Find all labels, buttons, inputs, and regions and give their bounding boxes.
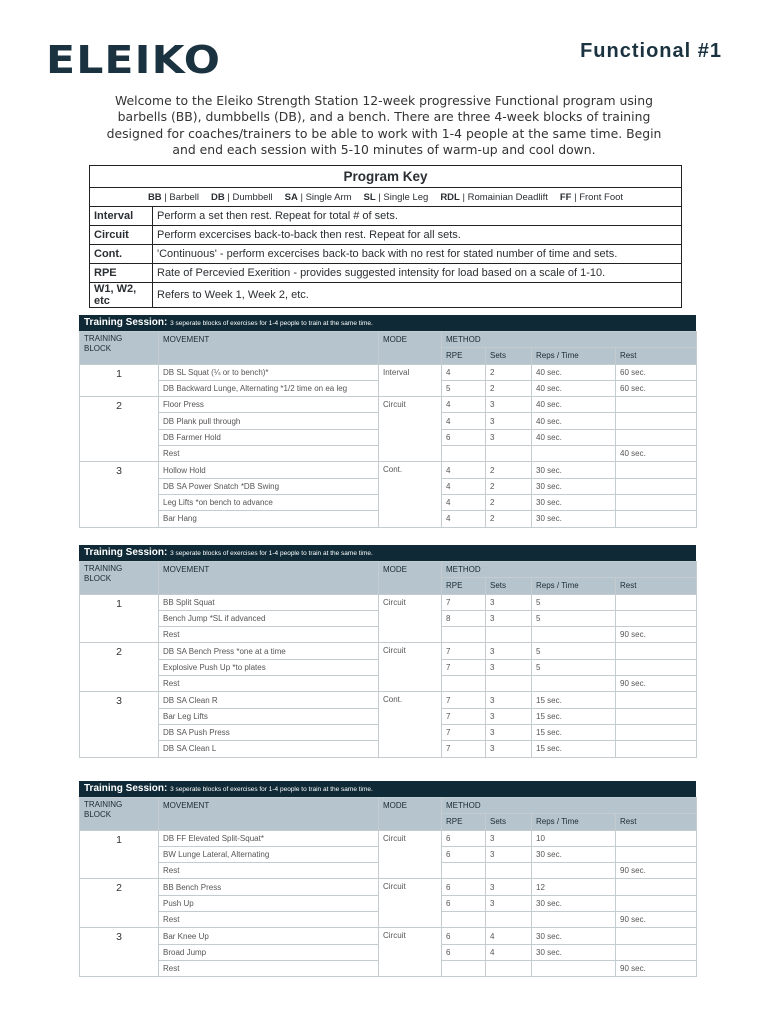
header-reps-time: Reps / Time (532, 814, 616, 830)
rpe-cell: 4 (442, 478, 486, 494)
rpe-cell: 6 (442, 879, 486, 895)
eleiko-logo: ELEIKO (46, 38, 222, 82)
header-movement: MOVEMENT (159, 798, 379, 831)
key-term-row (90, 283, 682, 308)
movement-cell: DB Backward Lunge, Alternating *1/2 time on ea leg (159, 380, 379, 396)
rpe-cell: 4 (442, 511, 486, 527)
sets-cell: 3 (486, 895, 532, 911)
sets-cell: 3 (486, 594, 532, 610)
rpe-cell: 7 (442, 594, 486, 610)
sets-cell: 3 (486, 429, 532, 445)
abbreviation-item (364, 192, 429, 203)
mode-cell: Cont. (379, 692, 442, 757)
sets-cell: 3 (486, 413, 532, 429)
movement-cell: Rest (159, 676, 379, 692)
reps-time-cell: 30 sec. (532, 928, 616, 944)
movement-cell: DB SA Power Snatch *DB Swing (159, 478, 379, 494)
mode-cell: Circuit (379, 594, 442, 643)
abbreviation-separator: | (161, 191, 170, 203)
abbreviation-item (211, 192, 273, 203)
reps-time-cell: 12 (532, 879, 616, 895)
sets-cell (486, 676, 532, 692)
reps-time-cell (532, 627, 616, 643)
abbreviation-item (560, 192, 623, 203)
key-term: Circuit (90, 226, 153, 245)
rpe-cell: 6 (442, 830, 486, 846)
abbreviation-item (148, 192, 199, 203)
header-rest: Rest (616, 348, 697, 364)
abbreviation-code: BB (147, 191, 162, 203)
rpe-cell: 7 (442, 708, 486, 724)
key-definition: Refers to Week 1, Week 2, etc. (153, 283, 682, 308)
sets-cell: 2 (486, 364, 532, 380)
rest-cell (616, 494, 697, 510)
abbreviation-separator: | (459, 191, 468, 203)
key-term: Interval (90, 207, 153, 226)
movement-cell: Rest (159, 960, 379, 976)
session-title: Training Session: (84, 783, 168, 794)
rpe-cell: 7 (442, 724, 486, 740)
movement-cell: Hollow Hold (159, 462, 379, 478)
rest-cell (616, 511, 697, 527)
rpe-cell (442, 960, 486, 976)
document-title: Functional #1 (580, 40, 722, 62)
abbreviation-item (440, 192, 548, 203)
rpe-cell: 7 (442, 741, 486, 757)
movement-cell: Leg Lifts *on bench to advance (159, 494, 379, 510)
rest-cell (616, 594, 697, 610)
sets-cell (486, 912, 532, 928)
abbreviation-separator: | (571, 191, 580, 203)
reps-time-cell (532, 446, 616, 462)
movement-cell: Rest (159, 446, 379, 462)
session-column-headers (80, 798, 697, 814)
movement-cell: BW Lunge Lateral, Alternating (159, 846, 379, 862)
movement-cell: Bar Knee Up (159, 928, 379, 944)
rpe-cell (442, 676, 486, 692)
rpe-cell: 6 (442, 895, 486, 911)
rest-cell: 90 sec. (616, 912, 697, 928)
training-block-number: 1 (80, 594, 159, 643)
abbreviation-separator: | (297, 191, 306, 203)
movement-cell: DB SA Bench Press *one at a time (159, 643, 379, 659)
key-definition: Rate of Percevied Exerition - provides suggested intensity for load based on a scale of 1-10. (153, 264, 682, 283)
rpe-cell: 4 (442, 494, 486, 510)
header-training-block-line: BLOCK (84, 810, 112, 819)
reps-time-cell: 40 sec. (532, 429, 616, 445)
rest-cell (616, 846, 697, 862)
reps-time-cell: 30 sec. (532, 478, 616, 494)
header-rpe: RPE (442, 814, 486, 830)
reps-time-cell: 40 sec. (532, 364, 616, 380)
rest-cell (616, 830, 697, 846)
rest-cell: 60 sec. (616, 380, 697, 396)
header-sets: Sets (486, 578, 532, 594)
movement-cell: BB Bench Press (159, 879, 379, 895)
session-column-headers (80, 332, 697, 348)
program-key-table (89, 165, 682, 308)
reps-time-cell (532, 960, 616, 976)
session-header (79, 781, 696, 797)
movement-cell: Broad Jump (159, 944, 379, 960)
header-rpe: RPE (442, 578, 486, 594)
header-movement: MOVEMENT (159, 332, 379, 365)
sets-cell: 4 (486, 944, 532, 960)
training-block-number: 3 (80, 928, 159, 977)
program-key-title: Program Key (90, 166, 682, 188)
reps-time-cell: 5 (532, 659, 616, 675)
key-term-row (90, 226, 682, 245)
reps-time-cell: 30 sec. (532, 944, 616, 960)
movement-cell: Floor Press (159, 397, 379, 413)
key-term: W1, W2, etc (90, 283, 153, 308)
rest-cell: 60 sec. (616, 364, 697, 380)
mode-cell: Cont. (379, 462, 442, 527)
header-training-block-line: TRAINING (84, 800, 123, 809)
mode-cell: Circuit (379, 397, 442, 462)
rest-cell (616, 724, 697, 740)
abbreviation-separator: | (375, 191, 384, 203)
exercise-row (80, 692, 697, 708)
rpe-cell (442, 863, 486, 879)
session-header (79, 315, 696, 331)
rpe-cell (442, 446, 486, 462)
session-subtitle: 3 seperate blocks of exercises for 1-4 people to train at the same time. (170, 320, 373, 327)
training-block-number: 1 (80, 364, 159, 397)
header-reps-time: Reps / Time (532, 348, 616, 364)
session-title: Training Session: (84, 317, 168, 328)
movement-cell: Rest (159, 912, 379, 928)
reps-time-cell: 30 sec. (532, 895, 616, 911)
training-block-number: 1 (80, 830, 159, 879)
session-column-headers (80, 562, 697, 578)
abbreviation-meaning: Dumbbell (232, 191, 273, 203)
abbreviation-legend (90, 188, 682, 207)
sets-cell: 3 (486, 610, 532, 626)
rest-cell (616, 462, 697, 478)
abbreviation-meaning: Front Foot (579, 191, 624, 203)
movement-cell: DB SA Clean R (159, 692, 379, 708)
exercise-row (80, 830, 697, 846)
training-session-2 (79, 545, 696, 758)
training-block-number: 2 (80, 397, 159, 462)
rest-cell (616, 895, 697, 911)
header-training-block-line: BLOCK (84, 574, 112, 583)
header-method: METHOD (442, 798, 697, 814)
rest-cell (616, 429, 697, 445)
reps-time-cell: 40 sec. (532, 380, 616, 396)
abbreviation-code: RDL (440, 191, 460, 203)
movement-cell: Push Up (159, 895, 379, 911)
abbreviation-item (285, 192, 352, 203)
rpe-cell: 4 (442, 397, 486, 413)
movement-cell: DB Farmer Hold (159, 429, 379, 445)
sets-cell (486, 960, 532, 976)
session-header (79, 545, 696, 561)
reps-time-cell: 15 sec. (532, 741, 616, 757)
movement-cell: BB Split Squat (159, 594, 379, 610)
training-block-number: 3 (80, 462, 159, 527)
reps-time-cell: 15 sec. (532, 692, 616, 708)
exercise-row (80, 643, 697, 659)
movement-cell: Bar Leg Lifts (159, 708, 379, 724)
sets-cell: 3 (486, 708, 532, 724)
movement-cell: DB FF Elevated Split-Squat* (159, 830, 379, 846)
key-term-row (90, 207, 682, 226)
rpe-cell: 6 (442, 846, 486, 862)
header-training-block-line: BLOCK (84, 344, 112, 353)
header-mode: MODE (379, 562, 442, 595)
session-table (79, 561, 697, 758)
movement-cell: Bar Hang (159, 511, 379, 527)
movement-cell: DB SA Clean L (159, 741, 379, 757)
session-subtitle: 3 seperate blocks of exercises for 1-4 people to train at the same time. (170, 786, 373, 793)
session-title: Training Session: (84, 547, 168, 558)
mode-cell: Circuit (379, 879, 442, 928)
header-reps-time: Reps / Time (532, 578, 616, 594)
training-block-number: 2 (80, 643, 159, 692)
reps-time-cell: 40 sec. (532, 413, 616, 429)
rest-cell (616, 610, 697, 626)
mode-cell: Circuit (379, 830, 442, 879)
exercise-row (80, 928, 697, 944)
movement-cell: DB SL Squat (¼ or to bench)* (159, 364, 379, 380)
sets-cell: 3 (486, 643, 532, 659)
sets-cell: 4 (486, 928, 532, 944)
movement-cell: Bench Jump *SL if advanced (159, 610, 379, 626)
header-method: METHOD (442, 332, 697, 348)
training-block-number: 2 (80, 879, 159, 928)
sets-cell: 2 (486, 511, 532, 527)
rest-cell (616, 397, 697, 413)
rpe-cell: 6 (442, 928, 486, 944)
abbreviation-meaning: Single Leg (383, 191, 429, 203)
rest-cell: 90 sec. (616, 676, 697, 692)
rest-cell (616, 928, 697, 944)
training-block-number: 3 (80, 692, 159, 757)
abbreviation-meaning: Barbell (169, 191, 199, 203)
rpe-cell: 6 (442, 429, 486, 445)
session-table (79, 797, 697, 977)
header-mode: MODE (379, 798, 442, 831)
rest-cell (616, 692, 697, 708)
sets-cell (486, 863, 532, 879)
rpe-cell: 8 (442, 610, 486, 626)
abbreviation-meaning: Romainian Deadlift (467, 191, 548, 203)
sets-cell: 2 (486, 478, 532, 494)
sets-cell (486, 627, 532, 643)
abbreviation-code: SL (363, 191, 376, 203)
header-sets: Sets (486, 814, 532, 830)
exercise-row (80, 462, 697, 478)
mode-cell: Circuit (379, 928, 442, 977)
header-training-block (80, 798, 159, 831)
sets-cell (486, 446, 532, 462)
key-term-row (90, 245, 682, 264)
reps-time-cell: 30 sec. (532, 511, 616, 527)
sets-cell: 2 (486, 494, 532, 510)
key-term-row (90, 264, 682, 283)
rest-cell: 90 sec. (616, 863, 697, 879)
header-training-block (80, 332, 159, 365)
rpe-cell: 6 (442, 944, 486, 960)
header-training-block (80, 562, 159, 595)
rpe-cell: 4 (442, 462, 486, 478)
sets-cell: 3 (486, 830, 532, 846)
training-session-3 (79, 781, 696, 977)
header-movement: MOVEMENT (159, 562, 379, 595)
sets-cell: 3 (486, 741, 532, 757)
exercise-row (80, 594, 697, 610)
header-method: METHOD (442, 562, 697, 578)
rest-cell: 40 sec. (616, 446, 697, 462)
rest-cell (616, 741, 697, 757)
rest-cell (616, 944, 697, 960)
key-definition: Perform a set then rest. Repeat for total # of sets. (153, 207, 682, 226)
reps-time-cell: 10 (532, 830, 616, 846)
rpe-cell: 7 (442, 643, 486, 659)
abbreviation-code: SA (284, 191, 298, 203)
abbreviation-separator: | (224, 191, 233, 203)
rpe-cell: 4 (442, 364, 486, 380)
reps-time-cell: 30 sec. (532, 846, 616, 862)
reps-time-cell: 5 (532, 594, 616, 610)
exercise-row (80, 397, 697, 413)
intro-paragraph: Welcome to the Eleiko Strength Station 12-week progressive Functional program using barbells (BB), dumbbells (DB), and a bench. There are three 4-week blocks of training designed for coaches/trainers to be able to work with 1-4 people at the same time. Begin and end each session with 5-10 minutes of warm-up and cool down. (106, 93, 662, 157)
rest-cell (616, 643, 697, 659)
rpe-cell (442, 912, 486, 928)
movement-cell: DB SA Push Press (159, 724, 379, 740)
sets-cell: 3 (486, 692, 532, 708)
sets-cell: 2 (486, 380, 532, 396)
movement-cell: Rest (159, 863, 379, 879)
rest-cell: 90 sec. (616, 960, 697, 976)
sets-cell: 3 (486, 724, 532, 740)
training-session-1 (79, 315, 696, 528)
abbreviation-code: FF (559, 191, 572, 203)
mode-cell: Interval (379, 364, 442, 397)
rpe-cell: 7 (442, 659, 486, 675)
rest-cell (616, 413, 697, 429)
rest-cell (616, 708, 697, 724)
header-training-block-line: TRAINING (84, 564, 123, 573)
abbreviation-meaning: Single Arm (305, 191, 352, 203)
sets-cell: 3 (486, 659, 532, 675)
sets-cell: 3 (486, 397, 532, 413)
mode-cell: Circuit (379, 643, 442, 692)
sets-cell: 2 (486, 462, 532, 478)
rpe-cell: 5 (442, 380, 486, 396)
reps-time-cell: 30 sec. (532, 494, 616, 510)
exercise-row (80, 879, 697, 895)
movement-cell: Explosive Push Up *to plates (159, 659, 379, 675)
key-definition: Perform excercises back-to-back then rest. Repeat for all sets. (153, 226, 682, 245)
sets-cell: 3 (486, 846, 532, 862)
sets-cell: 3 (486, 879, 532, 895)
header-rest: Rest (616, 814, 697, 830)
rest-cell (616, 659, 697, 675)
movement-cell: Rest (159, 627, 379, 643)
key-definition: 'Continuous' - perform excercises back-to back with no rest for stated number of time and sets. (153, 245, 682, 264)
reps-time-cell: 15 sec. (532, 708, 616, 724)
abbreviation-code: DB (211, 191, 225, 203)
reps-time-cell (532, 676, 616, 692)
header-rest: Rest (616, 578, 697, 594)
session-subtitle: 3 seperate blocks of exercises for 1-4 people to train at the same time. (170, 550, 373, 557)
rest-cell (616, 879, 697, 895)
reps-time-cell (532, 912, 616, 928)
rest-cell: 90 sec. (616, 627, 697, 643)
movement-cell: DB Plank pull through (159, 413, 379, 429)
header-rpe: RPE (442, 348, 486, 364)
rest-cell (616, 478, 697, 494)
rpe-cell: 4 (442, 413, 486, 429)
rpe-cell (442, 627, 486, 643)
reps-time-cell: 30 sec. (532, 462, 616, 478)
reps-time-cell (532, 863, 616, 879)
header-training-block-line: TRAINING (84, 334, 123, 343)
rpe-cell: 7 (442, 692, 486, 708)
session-table (79, 331, 697, 528)
reps-time-cell: 40 sec. (532, 397, 616, 413)
header-mode: MODE (379, 332, 442, 365)
header-sets: Sets (486, 348, 532, 364)
key-term: RPE (90, 264, 153, 283)
reps-time-cell: 5 (532, 610, 616, 626)
exercise-row (80, 364, 697, 380)
key-term: Cont. (90, 245, 153, 264)
reps-time-cell: 5 (532, 643, 616, 659)
reps-time-cell: 15 sec. (532, 724, 616, 740)
